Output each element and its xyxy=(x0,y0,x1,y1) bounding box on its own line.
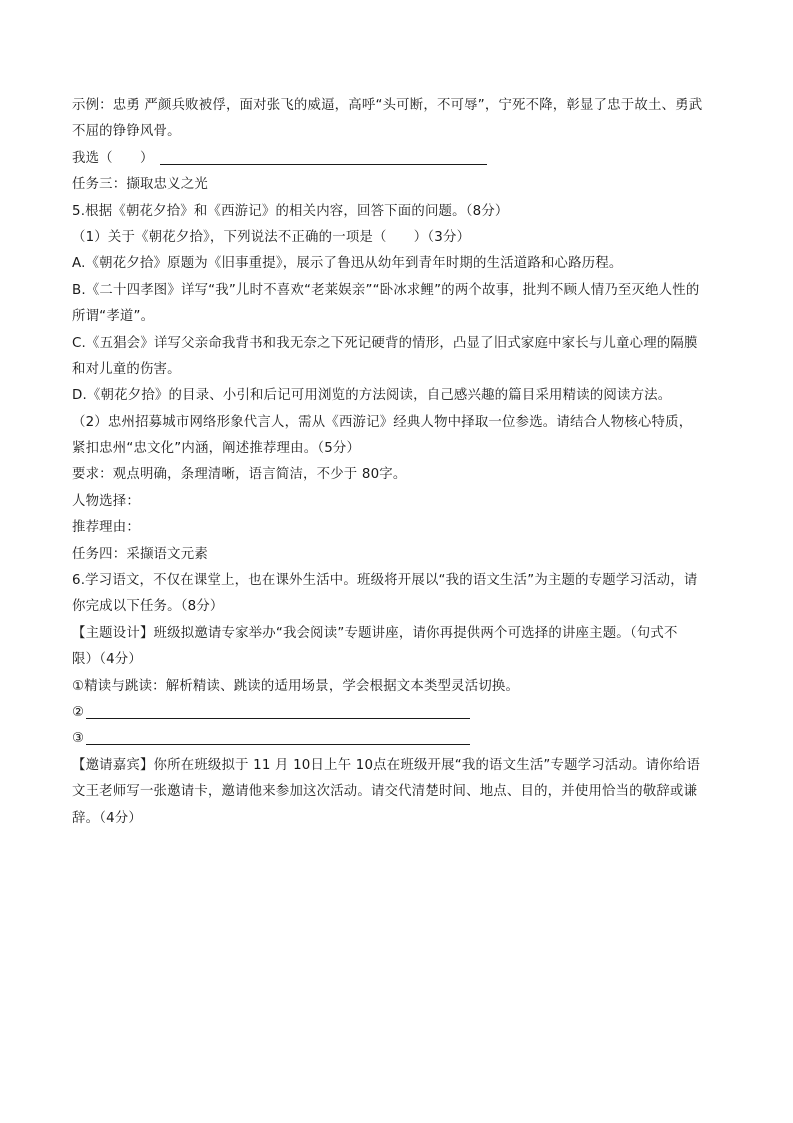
recommendation-reason-label: 推荐理由： xyxy=(72,520,140,536)
question-6-line-1: 6.学习语文，不仅在课堂上，也在课外生活中。班级将开展以“我的语文生活”为主题的专题学习活动，请 xyxy=(72,573,698,589)
question-5-2-line-2: 紧扣忠州“忠文化”内涵，阐述推荐理由。（5分） xyxy=(72,441,361,457)
theme-item-2-blank[interactable] xyxy=(86,702,470,719)
example-line-2: 不屈的铮铮风骨。 xyxy=(72,124,181,140)
theme-item-3-marker: ③ xyxy=(72,731,85,747)
question-5: 5.根据《朝花夕拾》和《西游记》的相关内容，回答下面的问题。（8分） xyxy=(72,203,509,219)
question-5-2-line-1: （2）忠州招募城市网络形象代言人，需从《西游记》经典人物中择取一位参选。请结合人物核心特质， xyxy=(72,414,693,430)
invite-guest-line-2: 文王老师写一张邀请卡，邀请他来参加这次活动。请交代清楚时间、地点、目的，并使用恰当的敬辞或谦 xyxy=(72,784,698,800)
theme-item-2 xyxy=(72,700,724,726)
theme-item-3 xyxy=(72,726,724,752)
option-a: A.《朝花夕拾》原题为《旧事重提》，展示了鲁迅从幼年到青年时期的生活道路和心路历程。 xyxy=(72,256,623,272)
example-line-1: 示例：忠勇 严颜兵败被俘，面对张飞的威逼，高呼“头可断，不可辱”，宁死不降，彰显了忠于故土、勇武 xyxy=(72,98,703,113)
requirement: 要求：观点明确，条理清晰，语言简洁，不少于 80字。 xyxy=(72,467,407,483)
document-content xyxy=(72,93,724,832)
task4-heading: 任务四：采撷语文元素 xyxy=(72,546,208,562)
option-b-line-2: 所谓“孝道”。 xyxy=(72,309,155,325)
choose-line xyxy=(72,146,724,172)
theme-item-1: ①精读与跳读：解析精读、跳读的适用场景，学会根据文本类型灵活切换。 xyxy=(72,678,520,694)
choose-answer-blank[interactable] xyxy=(160,148,487,165)
question-6-line-2: 你完成以下任务。（8分） xyxy=(72,599,224,615)
theme-design-line-1: 【主题设计】班级拟邀请专家举办“我会阅读”专题讲座，请你再提供两个可选择的讲座主题。（句式不 xyxy=(72,625,678,641)
option-d: D.《朝花夕拾》的目录、小引和后记可用浏览的方法阅读，自己感兴趣的篇目采用精读的阅读方法。 xyxy=(72,388,672,404)
option-c-line-1: C.《五猖会》详写父亲命我背书和我无奈之下死记硬背的情形，凸显了旧式家庭中家长与儿童心理的隔膜 xyxy=(72,335,698,351)
option-c-line-2: 和对儿童的伤害。 xyxy=(72,361,181,377)
question-5-1: （1）关于《朝花夕拾》，下列说法不正确的一项是（ ）（3分） xyxy=(72,229,471,245)
choose-label: 我选（ ） xyxy=(72,150,154,166)
theme-item-2-marker: ② xyxy=(72,704,85,720)
task3-heading: 任务三：撷取忠义之光 xyxy=(72,177,208,193)
theme-item-3-blank[interactable] xyxy=(86,728,470,745)
theme-design-line-2: 限）（4分） xyxy=(72,652,142,668)
character-selection-label: 人物选择： xyxy=(72,493,140,509)
invite-guest-line-1: 【邀请嘉宾】你所在班级拟于 11 月 10日上午 10点在班级开展“我的语文生活”专题学习活动。请你给语 xyxy=(72,757,701,773)
option-b-line-1: B.《二十四孝图》详写“我”儿时不喜欢“老莱娱亲”“卧冰求鲤”的两个故事，批判不顾人情乃至灭绝人性的 xyxy=(72,282,700,298)
invite-guest-line-3: 辞。（4分） xyxy=(72,810,142,826)
